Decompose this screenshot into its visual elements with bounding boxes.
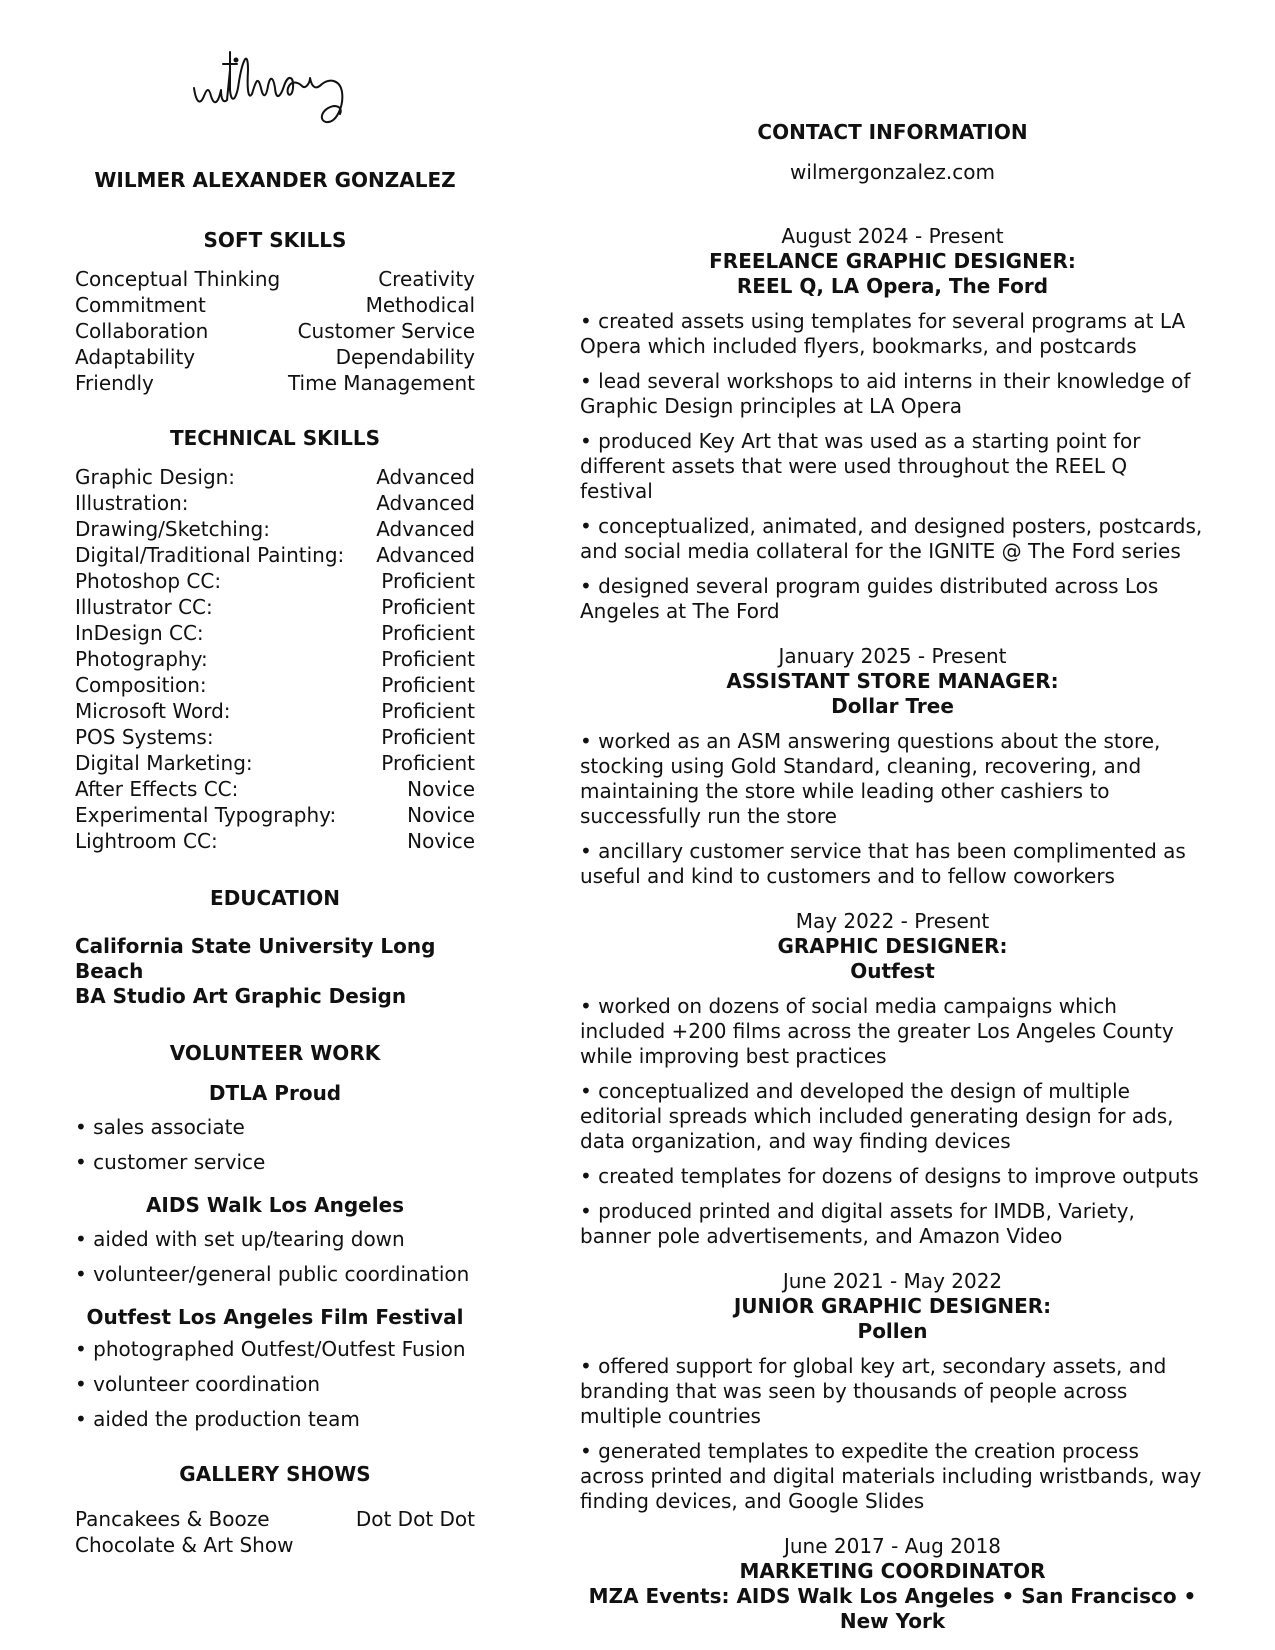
- job-entry: [580, 644, 1205, 889]
- job-bullets: [580, 1354, 1205, 1514]
- left-column: [75, 228, 475, 1558]
- job-title: FREELANCE GRAPHIC DESIGNER:: [709, 249, 1076, 273]
- list-item: • volunteer/general public coordination: [75, 1262, 470, 1286]
- gallery-right: [356, 1506, 475, 1558]
- skill-level: Novice: [407, 777, 475, 801]
- list-item: • customer service: [75, 1150, 266, 1174]
- list-item: [75, 542, 475, 568]
- list-item: [75, 620, 475, 646]
- skill-level: Proficient: [381, 673, 475, 697]
- job-date: June 2021 - May 2022: [782, 1269, 1003, 1293]
- volunteer-org-name: DTLA Proud: [208, 1081, 342, 1105]
- job-title: JUNIOR GRAPHIC DESIGNER:: [733, 1294, 1052, 1318]
- job-date: June 2017 - Aug 2018: [783, 1534, 1002, 1558]
- list-item: • conceptualized and developed the design of multiple editorial spreads which included generating design for ads, data organization, and way finding devices: [580, 1079, 1174, 1153]
- list-item: [75, 516, 475, 542]
- skill-name: Graphic Design:: [75, 465, 236, 489]
- list-item: • offered support for global key art, secondary assets, and branding that was seen by thousands of people across multiple countries: [580, 1354, 1167, 1428]
- list-item: • lead several workshops to aid interns in their knowledge of Graphic Design principles at LA Opera: [580, 369, 1191, 418]
- skill-name: Drawing/Sketching:: [75, 517, 270, 541]
- technical-skills-list: [75, 464, 475, 854]
- skill-level: Proficient: [381, 725, 475, 749]
- job-entry: [580, 224, 1205, 624]
- list-item: • aided the production team: [75, 1407, 360, 1431]
- skill-level: Proficient: [381, 699, 475, 723]
- education-school: California State University Long Beach: [75, 934, 436, 983]
- skill-name: Digital Marketing:: [75, 751, 253, 775]
- list-item: • produced Key Art that was used as a starting point for different assets that were used throughout the REEL Q festival: [580, 429, 1141, 503]
- list-item: [75, 370, 475, 396]
- list-item: [75, 724, 475, 750]
- skill-name: Lightroom CC:: [75, 829, 218, 853]
- list-item: Pancakees & Booze: [75, 1507, 270, 1531]
- skill-name: Experimental Typography:: [75, 803, 337, 827]
- soft-skills-list: [75, 266, 475, 396]
- job-bullets: [580, 994, 1205, 1249]
- list-item: • created assets using templates for several programs at LA Opera which included flyers, bookmarks, and postcards: [580, 309, 1186, 358]
- skill-level: Novice: [407, 829, 475, 853]
- gallery-left: [75, 1506, 293, 1558]
- list-item: • produced printed and digital assets for IMDB, Variety, banner pole advertisements, and Amazon Video: [580, 1199, 1135, 1248]
- skill-name: Illustration:: [75, 491, 189, 515]
- list-item: • conceptualized, animated, and designed posters, postcards, and social media collateral for the IGNITE @ The Ford series: [580, 514, 1203, 563]
- job-entry: [580, 1534, 1205, 1634]
- job-company: Pollen: [857, 1319, 928, 1343]
- skill-level: Proficient: [381, 751, 475, 775]
- skill-level: Proficient: [381, 569, 475, 593]
- skill: Customer Service: [297, 319, 475, 343]
- list-item: • created templates for dozens of designs to improve outputs: [580, 1164, 1199, 1188]
- job-bullets: [580, 729, 1205, 889]
- job-entry: [580, 1269, 1205, 1514]
- skill-level: Proficient: [381, 647, 475, 671]
- list-item: [75, 266, 475, 292]
- list-item: • worked as an ASM answering questions about the store, stocking using Gold Standard, cleaning, recovering, and maintaining the store while leading other cashiers to successfully run the store: [580, 729, 1161, 828]
- education-degree: BA Studio Art Graphic Design: [75, 984, 407, 1008]
- skill-level: Proficient: [381, 595, 475, 619]
- list-item: • ancillary customer service that has been complimented as useful and kind to customers and to fellow coworkers: [580, 839, 1186, 888]
- list-item: [75, 828, 475, 854]
- list-item: [75, 802, 475, 828]
- job-title: ASSISTANT STORE MANAGER:: [726, 669, 1059, 693]
- list-item: [75, 464, 475, 490]
- skill: Methodical: [365, 293, 475, 317]
- job-date: January 2025 - Present: [778, 644, 1007, 668]
- job-company: MZA Events: AIDS Walk Los Angeles • San Francisco • New York: [588, 1584, 1197, 1633]
- contact-heading: CONTACT INFORMATION: [757, 120, 1028, 144]
- skill-level: Novice: [407, 803, 475, 827]
- list-item: [75, 646, 475, 672]
- job-title: GRAPHIC DESIGNER:: [777, 934, 1008, 958]
- skill-level: Proficient: [381, 621, 475, 645]
- gallery-list: [75, 1506, 475, 1558]
- job-company: Dollar Tree: [831, 694, 954, 718]
- skill: Conceptual Thinking: [75, 267, 281, 291]
- volunteer-heading: VOLUNTEER WORK: [169, 1041, 381, 1065]
- skill-level: Advanced: [376, 491, 475, 515]
- list-item: [75, 344, 475, 370]
- job-bullets: [580, 309, 1205, 624]
- gallery-heading: GALLERY SHOWS: [179, 1462, 371, 1486]
- list-item: • volunteer coordination: [75, 1372, 320, 1396]
- skill-level: Advanced: [376, 517, 475, 541]
- list-item: Dot Dot Dot: [355, 1507, 475, 1531]
- skill-name: Digital/Traditional Painting:: [75, 543, 345, 567]
- list-item: [75, 594, 475, 620]
- skill-name: Illustrator CC:: [75, 595, 213, 619]
- list-item: [75, 750, 475, 776]
- list-item: • designed several program guides distributed across Los Angeles at The Ford: [580, 574, 1159, 623]
- full-name: WILMER ALEXANDER GONZALEZ: [94, 168, 456, 192]
- list-item: • worked on dozens of social media campaigns which included +200 films across the greater Los Angeles County while improving best practices: [580, 994, 1174, 1068]
- skill: Time Management: [287, 371, 475, 395]
- list-item: [75, 318, 475, 344]
- skill-name: Microsoft Word:: [75, 699, 231, 723]
- list-item: [75, 292, 475, 318]
- signature-logo: [190, 40, 360, 135]
- list-item: • sales associate: [75, 1115, 245, 1139]
- job-date: August 2024 - Present: [781, 224, 1004, 248]
- list-item: Chocolate & Art Show: [75, 1533, 294, 1557]
- skill-level: Advanced: [376, 465, 475, 489]
- skill: Adaptability: [75, 345, 196, 369]
- list-item: [75, 776, 475, 802]
- skill: Creativity: [378, 267, 475, 291]
- right-column: [580, 120, 1205, 1634]
- volunteer-org-name: Outfest Los Angeles Film Festival: [86, 1305, 464, 1329]
- skill-name: After Effects CC:: [75, 777, 239, 801]
- list-item: • aided with set up/tearing down: [75, 1227, 405, 1251]
- skill-name: InDesign CC:: [75, 621, 204, 645]
- list-item: • generated templates to expedite the creation process across printed and digital materials including wristbands, way finding devices, and Google Slides: [580, 1439, 1202, 1513]
- list-item: [75, 672, 475, 698]
- contact-website[interactable]: wilmergonzalez.com: [790, 160, 995, 184]
- skill: Collaboration: [75, 319, 209, 343]
- list-item: [75, 698, 475, 724]
- skill-name: Photography:: [75, 647, 208, 671]
- skill-name: Composition:: [75, 673, 207, 697]
- job-title: MARKETING COORDINATOR: [739, 1559, 1046, 1583]
- job-date: May 2022 - Present: [795, 909, 990, 933]
- volunteer-org-name: AIDS Walk Los Angeles: [145, 1193, 405, 1217]
- skill: Commitment: [75, 293, 206, 317]
- skill: Friendly: [75, 371, 154, 395]
- education-heading: EDUCATION: [210, 886, 340, 910]
- skill-name: POS Systems:: [75, 725, 214, 749]
- skill-name: Photoshop CC:: [75, 569, 222, 593]
- skill-level: Advanced: [376, 543, 475, 567]
- list-item: • photographed Outfest/Outfest Fusion: [75, 1337, 466, 1361]
- job-company: Outfest: [850, 959, 935, 983]
- skill: Dependability: [335, 345, 475, 369]
- soft-skills-heading: SOFT SKILLS: [203, 228, 347, 252]
- technical-skills-heading: TECHNICAL SKILLS: [170, 426, 380, 450]
- job-company: REEL Q, LA Opera, The Ford: [736, 274, 1049, 298]
- list-item: [75, 490, 475, 516]
- list-item: [75, 568, 475, 594]
- job-entry: [580, 909, 1205, 1249]
